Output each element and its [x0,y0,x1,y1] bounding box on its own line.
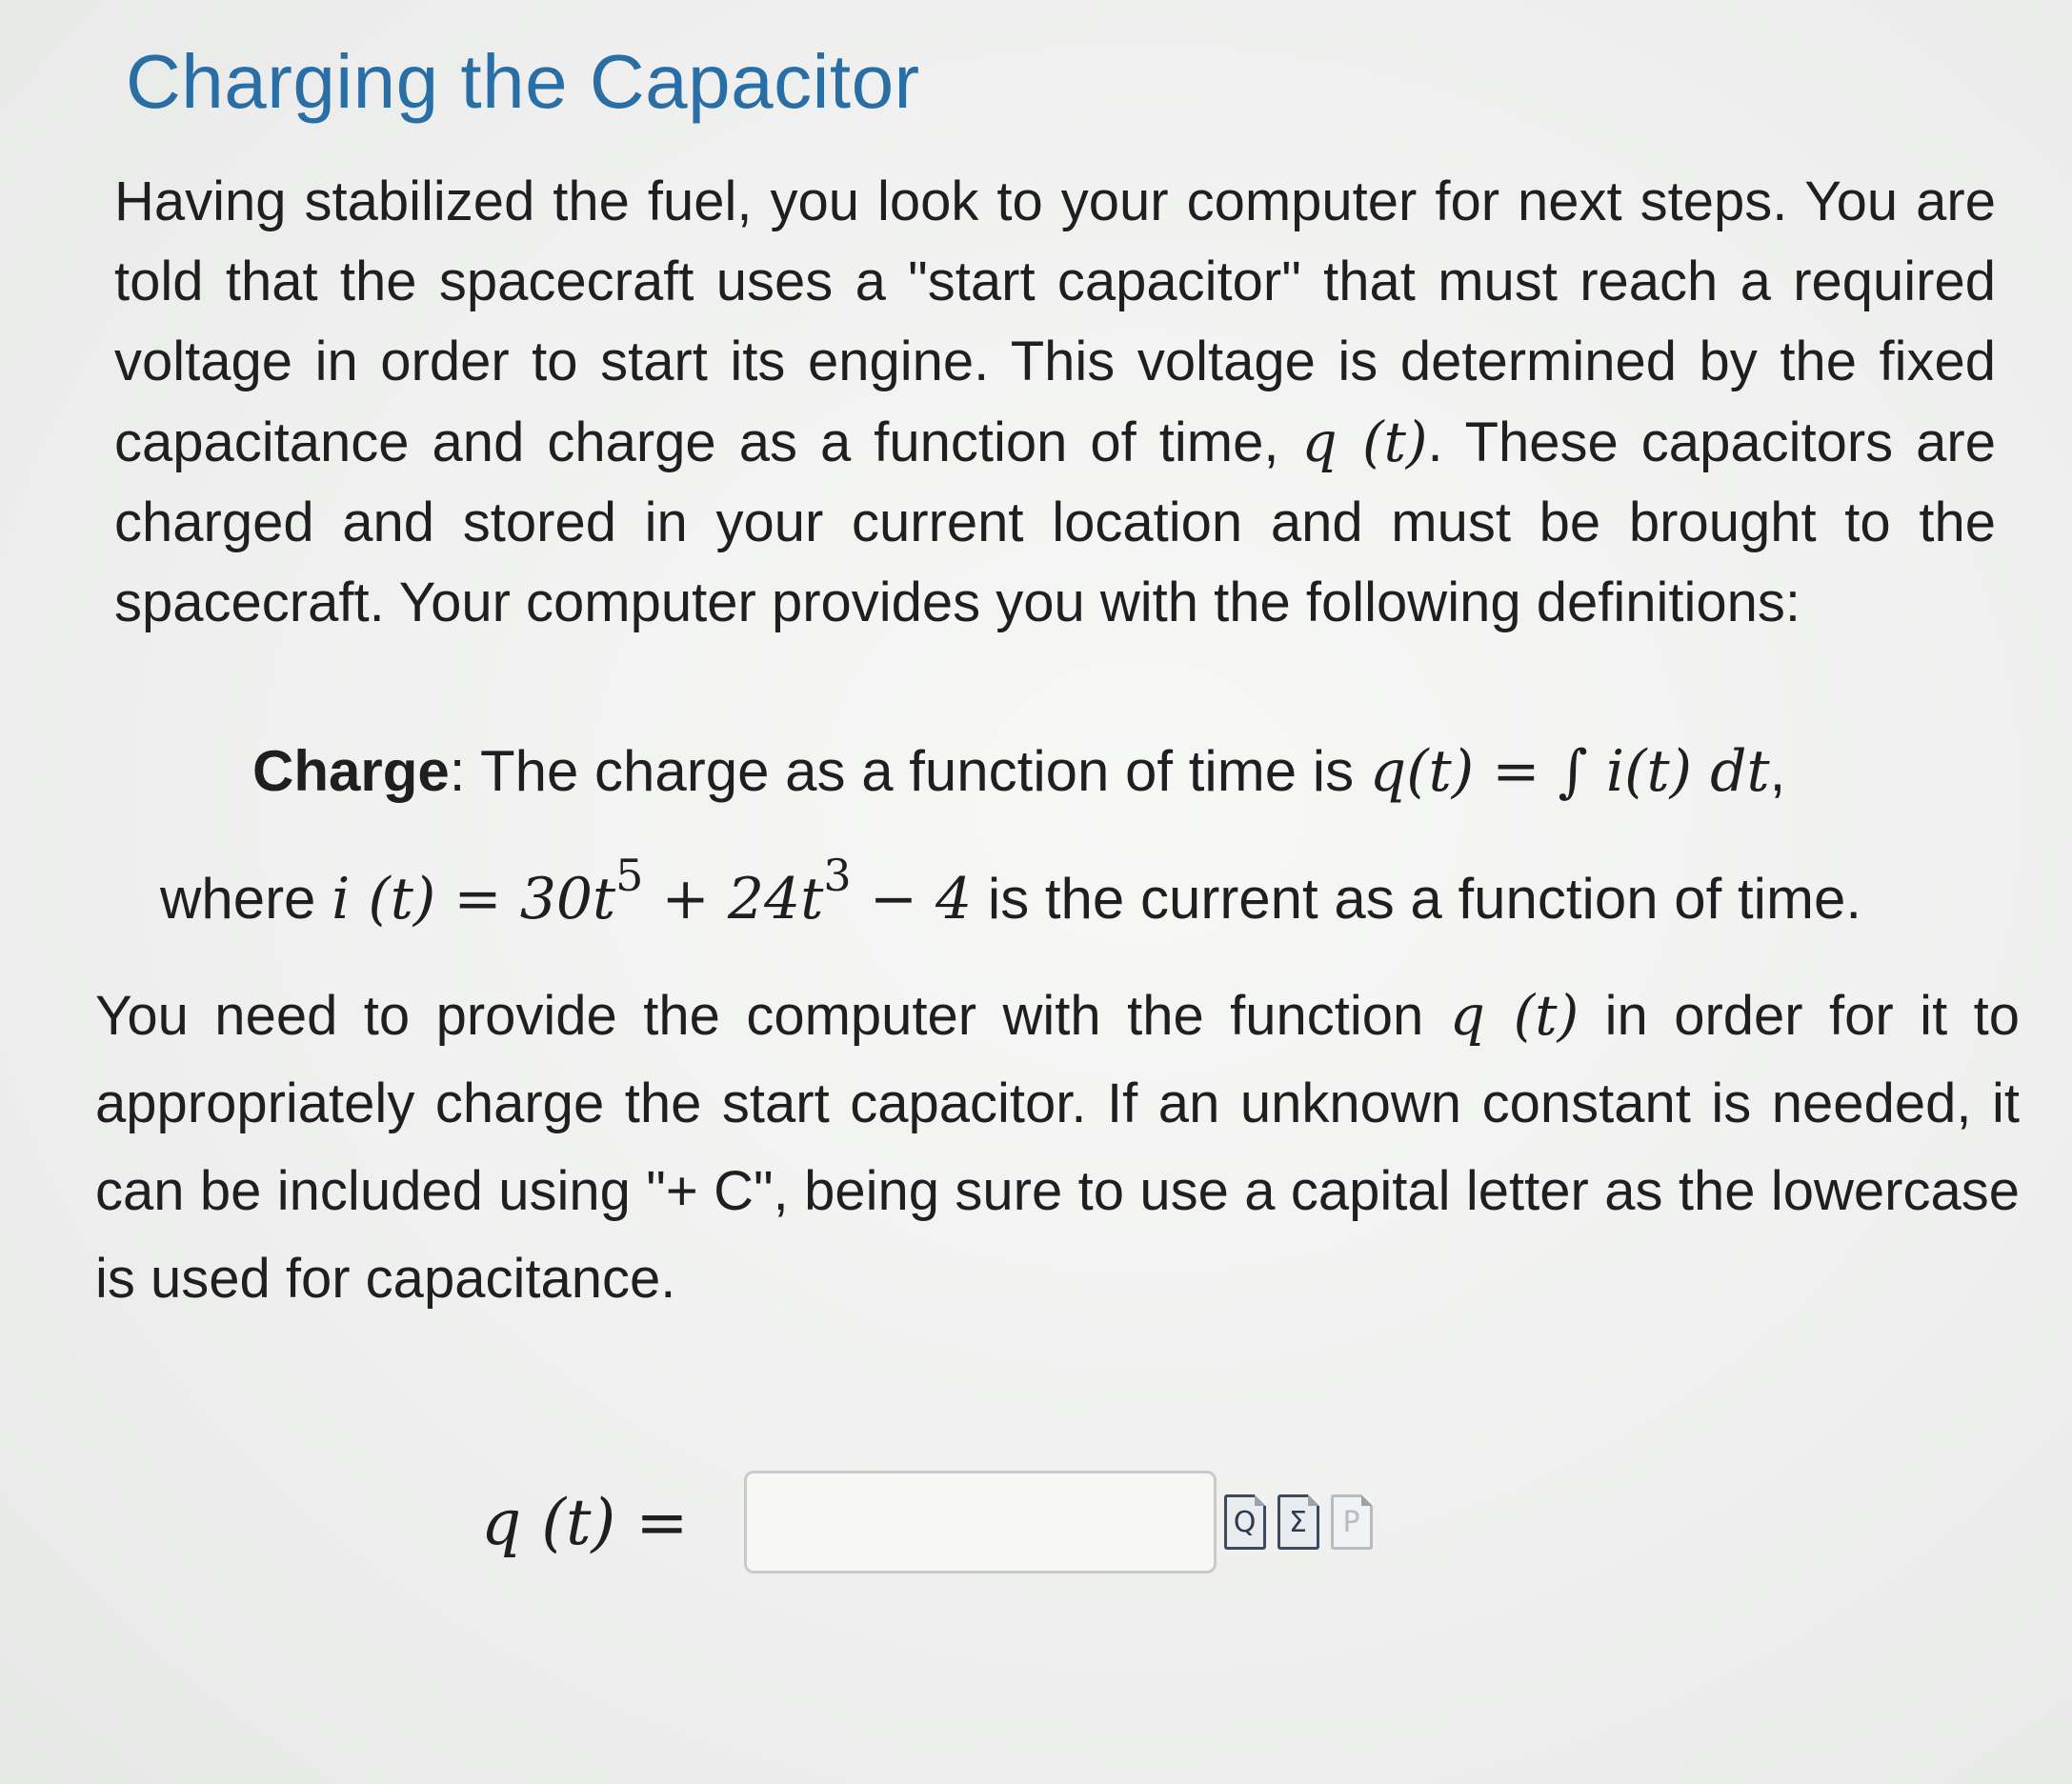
charge-end: , [1769,739,1786,803]
current-formula-part1: i (t) = 30t [332,866,616,932]
current-formula-part2: + 24t [643,866,824,932]
charge-definition [252,738,1785,805]
intro-text-1: Having stabilized the fuel, you look to your computer for next steps. You are told that the spacecraft uses a "start capacitor" that must reach a required voltage in order to start its engine. This voltage is determined by the fixed capacitance and charge as a function of time, [114,170,1996,473]
answer-row [481,1467,1384,1577]
current-formula-part3: − 4 [851,866,973,932]
intro-math-q: q (t) [1301,410,1428,474]
intro-paragraph [114,162,1996,643]
need-text-2: in order for it to appropriately charge the start capacitor. If an unknown constant is needed, it can be included using "+ C", being sure to use a capital letter as the lowercase is used for capacitance. [95,985,2020,1310]
instruction-paragraph [95,972,2020,1323]
equation-editor-icon[interactable]: Σ [1277,1494,1319,1550]
help-icon[interactable]: P [1331,1494,1373,1550]
charge-text: : The charge as a function of time is [449,739,1370,803]
where-prefix: where [160,867,332,931]
need-math-q: q (t) [1449,983,1579,1048]
intro-text-2: . These capacitors are charged and stored in your current location and must be brought to the spacecraft. Your computer provides you with the following definitions: [114,411,1996,633]
preview-icon[interactable]: Q [1224,1494,1266,1550]
need-text-1: You need to provide the computer with the function [95,985,1450,1047]
charge-formula: q(t) = ∫ i(t) dt [1369,738,1770,805]
current-exponent-2: 3 [823,850,852,901]
current-formula [332,850,973,932]
current-exponent-1: 5 [615,850,644,901]
current-definition [160,850,1861,932]
answer-input[interactable] [744,1471,1217,1574]
charge-label: Charge [252,739,450,803]
where-suffix: is the current as a function of time. [972,867,1861,931]
answer-label: q (t) = [481,1485,689,1559]
page-title: Charging the Capacitor [126,39,920,124]
answer-toolbar [1224,1494,1384,1550]
